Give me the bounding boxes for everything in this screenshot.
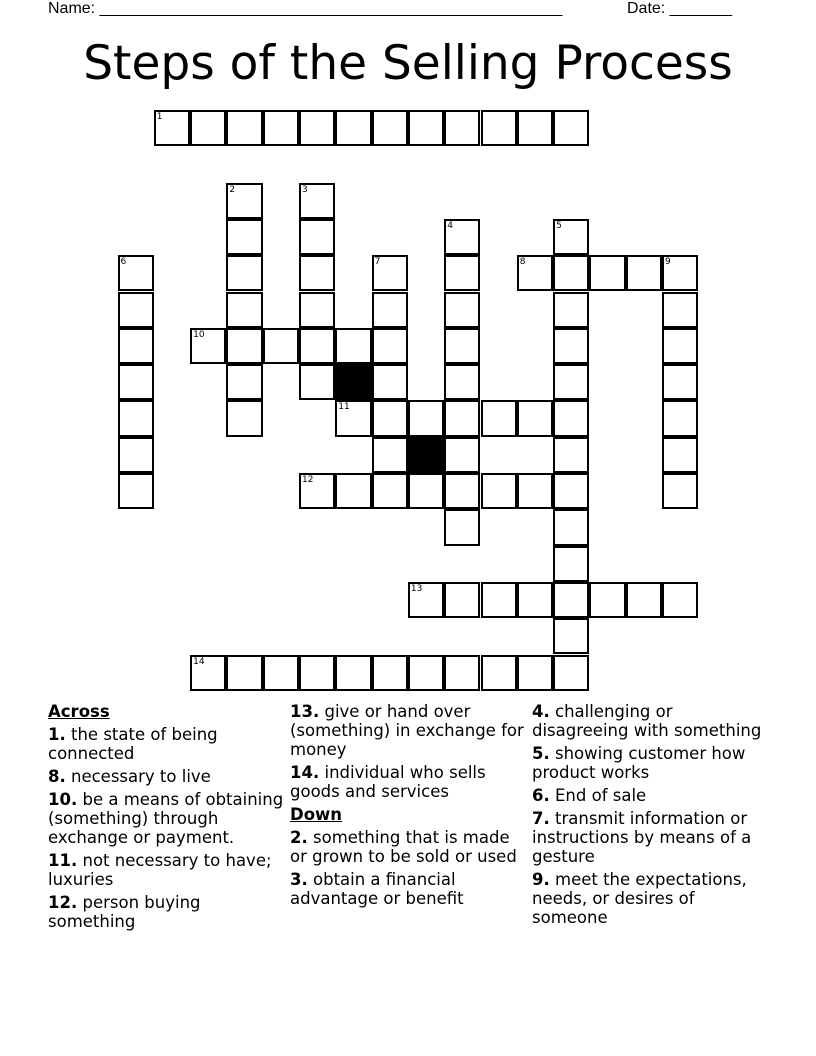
crossword-cell[interactable] <box>553 364 589 400</box>
crossword-cell[interactable] <box>299 110 335 146</box>
crossword-cell[interactable] <box>444 473 480 509</box>
crossword-cell[interactable] <box>481 655 517 691</box>
clue-number: 3 <box>302 184 308 195</box>
clue-number: 11 <box>338 402 350 413</box>
crossword-cell[interactable] <box>662 328 698 364</box>
crossword-cell[interactable] <box>372 473 408 509</box>
crossword-cell[interactable] <box>553 328 589 364</box>
crossword-cell[interactable] <box>372 437 408 473</box>
crossword-cell[interactable] <box>553 255 589 291</box>
crossword-cell[interactable] <box>263 655 299 691</box>
crossword-cell[interactable] <box>444 655 480 691</box>
crossword-cell[interactable] <box>553 437 589 473</box>
crossword-cell[interactable] <box>589 582 625 618</box>
crossword-cell[interactable] <box>662 437 698 473</box>
clue-number: 10 <box>193 329 205 340</box>
clue-across: 10. be a means of obtaining (something) through exchange or payment. <box>48 790 284 847</box>
clue-down: 9. meet the expectations, needs, or desires of someone <box>532 870 747 927</box>
crossword-cell[interactable] <box>553 473 589 509</box>
crossword-cell[interactable] <box>662 582 698 618</box>
crossword-cell[interactable] <box>408 110 444 146</box>
clue-number: 8 <box>519 257 526 268</box>
date-field: Date: _______ <box>627 0 732 17</box>
crossword-cell[interactable] <box>299 364 335 400</box>
crossword-cell[interactable] <box>190 110 226 146</box>
crossword-cell[interactable] <box>299 328 335 364</box>
crossword-cell[interactable] <box>118 292 154 328</box>
clue-number: 13 <box>410 583 423 594</box>
crossword-cell[interactable] <box>226 219 262 255</box>
crossword-cell[interactable] <box>444 437 480 473</box>
crossword-cell[interactable] <box>372 655 408 691</box>
crossword-cell[interactable] <box>662 364 698 400</box>
clue-down: 7. transmit information or instructions by means of a gesture <box>532 809 752 866</box>
crossword-cell[interactable] <box>553 582 589 618</box>
crossword-cell[interactable] <box>444 110 480 146</box>
clue-down: 6. End of sale <box>532 786 647 805</box>
crossword-cell[interactable] <box>662 292 698 328</box>
crossword-cell[interactable] <box>589 255 625 291</box>
page-title: Steps of the Selling Process <box>83 36 733 91</box>
clue-number: 1 <box>156 112 163 122</box>
crossword-cell[interactable] <box>444 509 480 545</box>
crossword-cell[interactable] <box>444 364 480 400</box>
crossword-cell[interactable] <box>626 255 662 291</box>
crossword-cell[interactable] <box>372 292 408 328</box>
crossword-cell[interactable] <box>118 473 154 509</box>
crossword-cell[interactable] <box>517 110 553 146</box>
crossword-cell[interactable] <box>372 328 408 364</box>
crossword-cell[interactable] <box>408 473 444 509</box>
clue-down: 2. something that is made or grown to be sold or used <box>290 828 517 866</box>
clue-number: 12 <box>302 475 314 485</box>
crossword-cell[interactable] <box>408 400 444 436</box>
clues-column-3 <box>532 702 772 931</box>
crossword-cell[interactable] <box>481 582 517 618</box>
clues-column-2 <box>290 702 530 912</box>
crossword-cell[interactable] <box>226 328 262 364</box>
crossword-cell[interactable] <box>118 328 154 364</box>
clue-down: 5. showing customer how product works <box>532 744 746 782</box>
clue-across: 8. necessary to live <box>48 767 211 786</box>
clue-number: 2 <box>229 184 236 195</box>
crossword-cell[interactable] <box>372 364 408 400</box>
clue-across: 11. not necessary to have; luxuries <box>48 851 272 889</box>
crossword-cell[interactable] <box>299 292 335 328</box>
crossword-cell[interactable] <box>118 437 154 473</box>
clue-number: 9 <box>665 257 671 268</box>
crossword-black-cell <box>335 364 371 400</box>
crossword-cell[interactable] <box>299 655 335 691</box>
crossword-cell[interactable] <box>299 255 335 291</box>
crossword-cell[interactable] <box>517 473 553 509</box>
crossword-cell[interactable] <box>372 110 408 146</box>
crossword-cell[interactable] <box>226 110 262 146</box>
crossword-cell[interactable] <box>444 582 480 618</box>
crossword-cell[interactable] <box>481 400 517 436</box>
crossword-cell[interactable] <box>517 400 553 436</box>
crossword-cell[interactable] <box>335 110 371 146</box>
crossword-cell[interactable] <box>517 582 553 618</box>
crossword-cell[interactable] <box>553 292 589 328</box>
clue-across: 12. person buying something <box>48 893 201 931</box>
crossword-cell[interactable] <box>226 364 262 400</box>
crossword-cell[interactable] <box>662 473 698 509</box>
clue-number: 5 <box>556 220 562 231</box>
crossword-cell[interactable] <box>662 400 698 436</box>
clue-down: 3. obtain a financial advantage or benefit <box>290 870 464 908</box>
crossword-cell[interactable] <box>481 473 517 509</box>
crossword-cell[interactable] <box>226 255 262 291</box>
down-heading: Down <box>290 805 343 824</box>
crossword-cell[interactable] <box>553 509 589 545</box>
crossword-cell[interactable] <box>263 328 299 364</box>
clue-across: 1. the state of being connected <box>48 725 218 763</box>
crossword-cell[interactable] <box>335 328 371 364</box>
crossword-cell[interactable] <box>372 400 408 436</box>
clue-across: 14. individual who sells goods and services <box>290 763 486 801</box>
crossword-cell[interactable] <box>226 400 262 436</box>
crossword-cell[interactable] <box>226 292 262 328</box>
crossword-cell[interactable] <box>335 473 371 509</box>
crossword-cell[interactable] <box>299 219 335 255</box>
crossword-cell[interactable] <box>118 364 154 400</box>
crossword-cell[interactable] <box>553 400 589 436</box>
crossword-cell[interactable] <box>553 655 589 691</box>
clues-column-1 <box>48 702 288 935</box>
crossword-cell[interactable] <box>626 582 662 618</box>
crossword-cell[interactable] <box>226 655 262 691</box>
name-field: Name: ____________________________________________________ <box>48 0 563 17</box>
clue-number: 6 <box>120 257 127 268</box>
crossword-black-cell <box>408 437 444 473</box>
crossword-cell[interactable] <box>118 400 154 436</box>
crossword-cell[interactable] <box>408 655 444 691</box>
crossword-cell[interactable] <box>553 110 589 146</box>
crossword-cell[interactable] <box>444 292 480 328</box>
clue-across: 13. give or hand over (something) in exchange for money <box>290 702 524 759</box>
clue-down: 4. challenging or disagreeing with something <box>532 702 762 740</box>
clue-number: 7 <box>374 257 381 268</box>
crossword-cell[interactable] <box>553 546 589 582</box>
crossword-cell[interactable] <box>553 618 589 654</box>
clue-number: 4 <box>447 220 453 231</box>
across-heading: Across <box>48 702 110 721</box>
crossword-cell[interactable] <box>263 110 299 146</box>
crossword-cell[interactable] <box>444 328 480 364</box>
crossword-cell[interactable] <box>517 655 553 691</box>
crossword-cell[interactable] <box>444 255 480 291</box>
crossword-cell[interactable] <box>444 400 480 436</box>
clue-number: 14 <box>193 656 205 667</box>
crossword-cell[interactable] <box>481 110 517 146</box>
crossword-cell[interactable] <box>335 655 371 691</box>
